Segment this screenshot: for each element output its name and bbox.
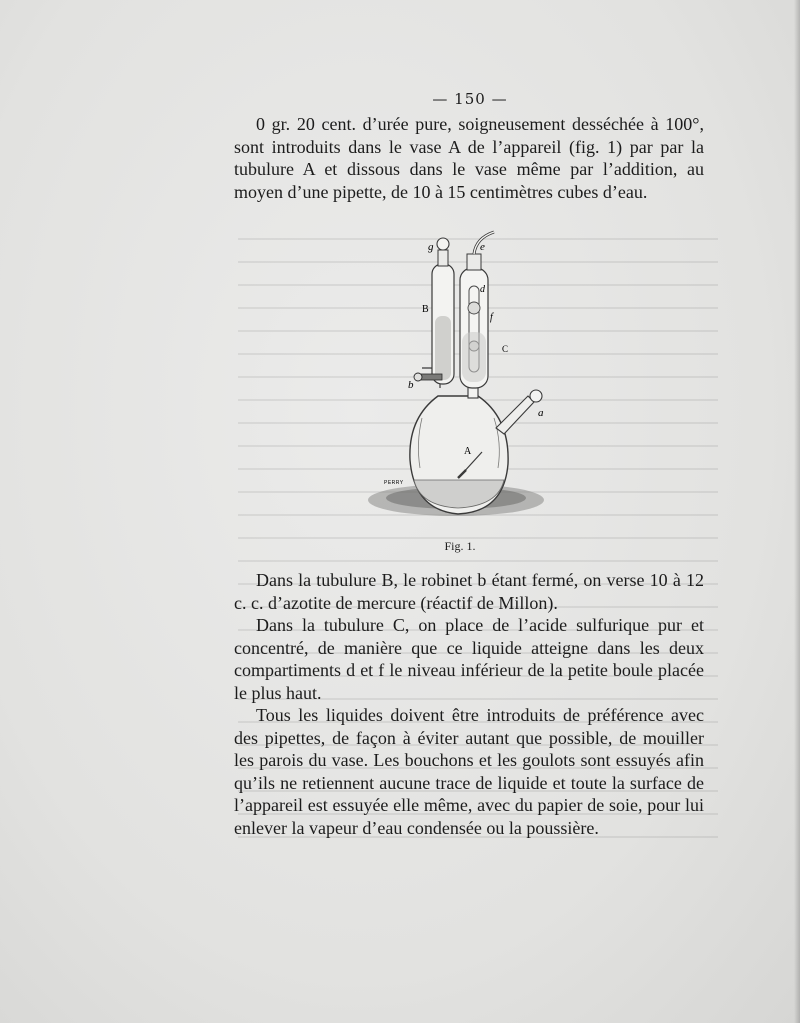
page-number: — 150 —	[432, 90, 508, 108]
figure-caption: Fig. 1.	[444, 539, 476, 553]
label-d: d	[480, 284, 485, 295]
opening-paragraph	[234, 113, 704, 203]
scan-edge-shadow	[794, 0, 800, 1023]
paragraph-millon-reagent: Dans la tubulure B, le robinet b étant fermé, on verse 10 à 12 c. c. d’azotite de mercure (réactif de Millon).	[234, 570, 704, 613]
label-b: b	[408, 379, 414, 391]
figure-apparatus	[360, 228, 560, 538]
apparatus-illustration	[360, 228, 560, 538]
label-e: e	[480, 241, 485, 253]
label-B: B	[422, 304, 429, 315]
label-C: C	[502, 344, 509, 354]
label-a: a	[538, 407, 544, 419]
engraver-mark: PERRY	[384, 480, 404, 486]
paragraph-sulfuric-acid: Dans la tubulure C, on place de l’acide sulfurique pur et concentré, de manière que ce liquide atteigne dans les deux compartiments d et f le niveau inférieur de la petite boule placée le plus haut.	[234, 615, 704, 703]
label-A: A	[464, 446, 472, 457]
paragraph-pipettes: Tous les liquides doivent être introduits de préférence avec des pipettes, de façon à éviter autant que possible, de mouiller les parois du vase. Les bouchons et les goulots sont essuyés afin qu’ils ne retiennent aucune trace de liquide et toute la surface de l’appareil est essuyée elle même, avec du papier de soie, pour lui enlever la vapeur d’eau condensée ou la poussière.	[234, 705, 704, 838]
paragraph-urea-sample: 0 gr. 20 cent. d’urée pure, soigneusement desséchée à 100°, sont introduits dans le vase A de l’appareil (fig. 1) par par la tubulure A et dissous dans le vase même par l’addition, au moyen d’une pipette, de 10 à 15 centimètres cubes d’eau.	[234, 114, 704, 202]
label-g: g	[428, 241, 434, 253]
label-f: f	[490, 312, 493, 323]
following-paragraphs	[234, 569, 704, 839]
